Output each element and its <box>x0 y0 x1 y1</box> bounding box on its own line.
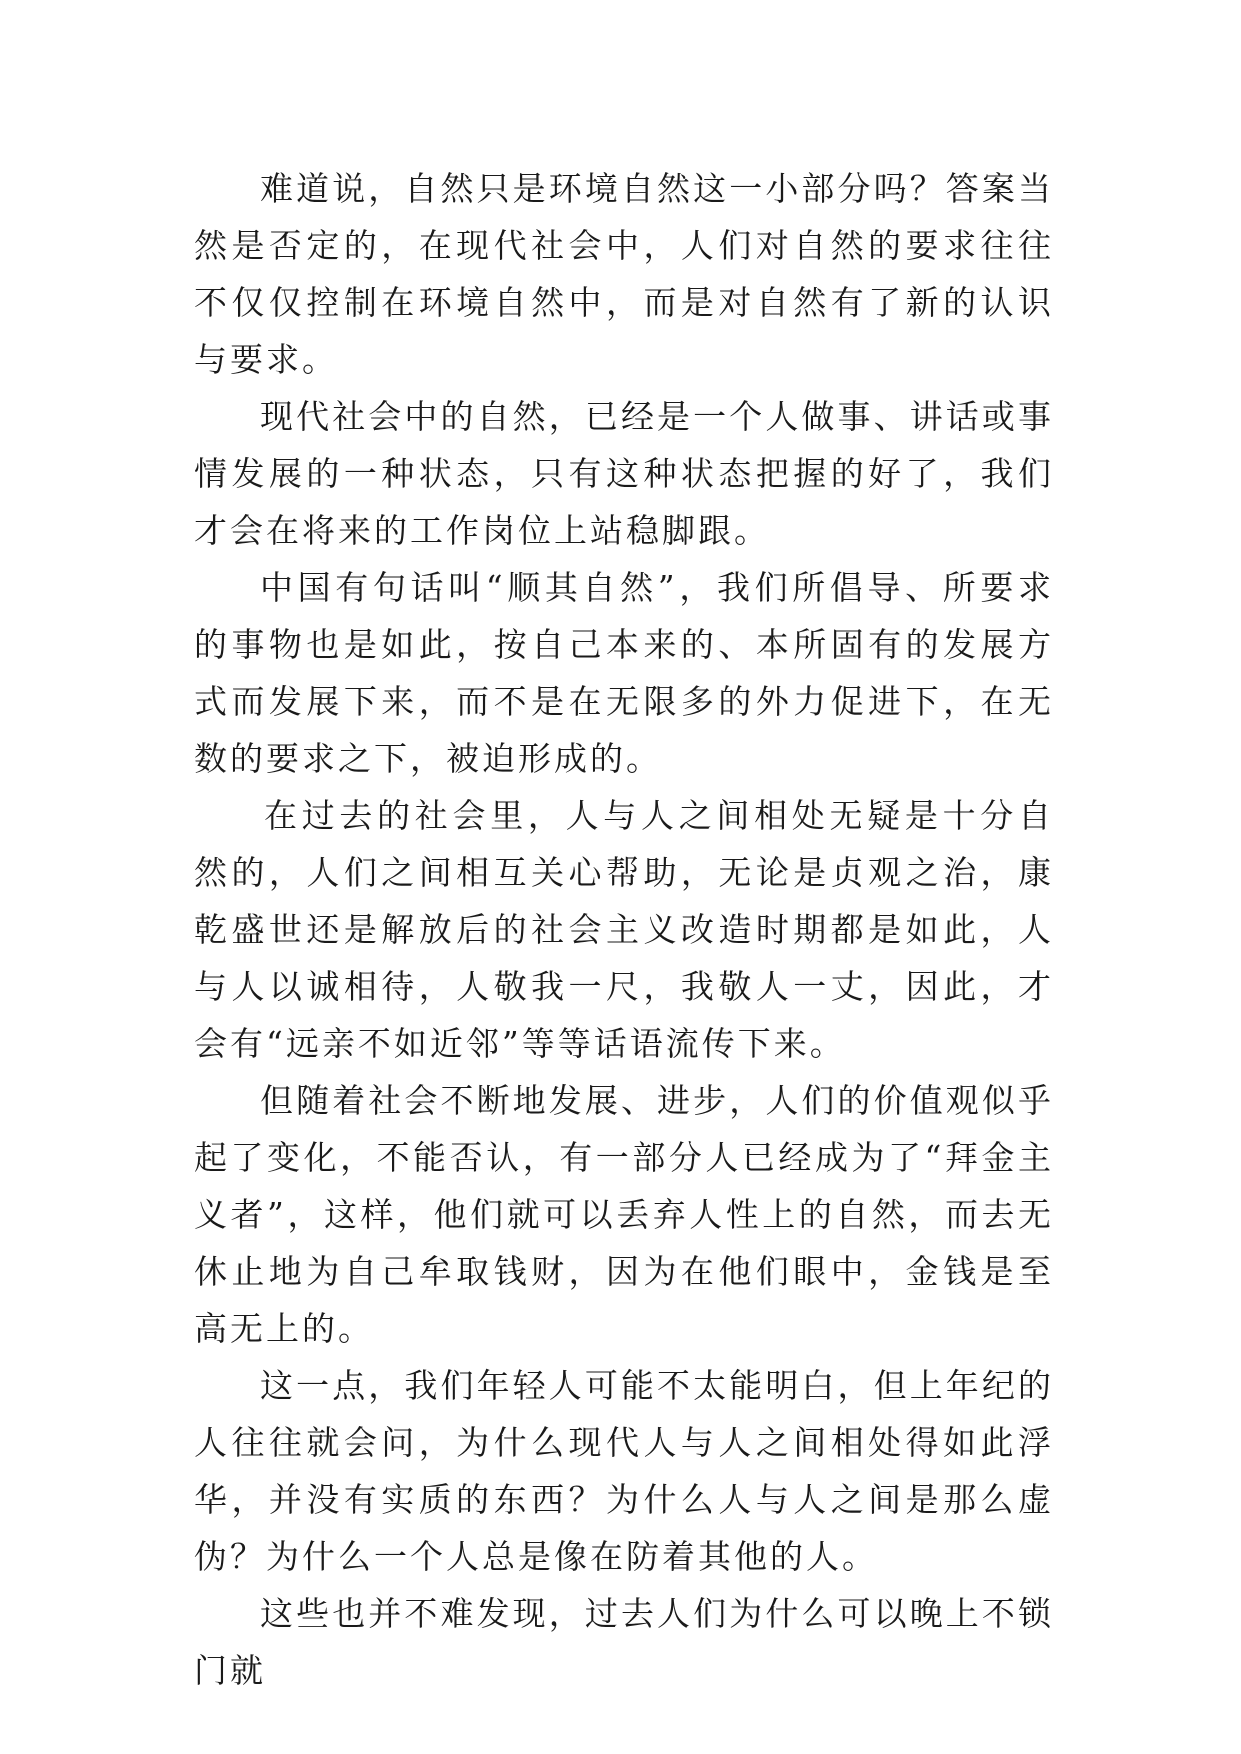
paragraph-5: 但随着社会不断地发展、进步，人们的价值观似乎起了变化，不能否认，有一部分人已经成为了“拜金主义者”，这样，他们就可以丢弃人性上的自然，而去无休止地为自己牟取钱财，因为在他们眼中，金钱是至高无上的。 <box>194 1081 1054 1348</box>
paragraph-3: 中国有句话叫“顺其自然”，我们所倡导、所要求的事物也是如此，按自己本来的、本所固有的发展方式而发展下来，而不是在无限多的外力促进下，在无数的要求之下，被迫形成的。 <box>194 568 1054 778</box>
paragraph-6: 这一点，我们年轻人可能不太能明白，但上年纪的人往往就会问，为什么现代人与人之间相处得如此浮华，并没有实质的东西？为什么人与人之间是那么虚伪？为什么一个人总是像在防着其他的人。 <box>194 1366 1054 1576</box>
paragraph-1: 难道说，自然只是环境自然这一小部分吗？答案当然是否定的，在现代社会中，人们对自然的要求往往不仅仅控制在环境自然中，而是对自然有了新的认识与要求。 <box>194 169 1054 379</box>
paragraph-2: 现代社会中的自然，已经是一个人做事、讲话或事情发展的一种状态，只有这种状态把握的好了，我们才会在将来的工作岗位上站稳脚跟。 <box>194 397 1054 550</box>
paragraph-4: 在过去的社会里，人与人之间相处无疑是十分自然的，人们之间相互关心帮助，无论是贞观之治，康乾盛世还是解放后的社会主义改造时期都是如此，人与人以诚相待，人敬我一尺，我敬人一丈，因此，才会有“远亲不如近邻”等等话语流传下来。 <box>194 796 1054 1063</box>
document-body <box>194 160 1054 1699</box>
paragraph-7: 这些也并不难发现，过去人们为什么可以晚上不锁门就 <box>194 1594 1054 1690</box>
